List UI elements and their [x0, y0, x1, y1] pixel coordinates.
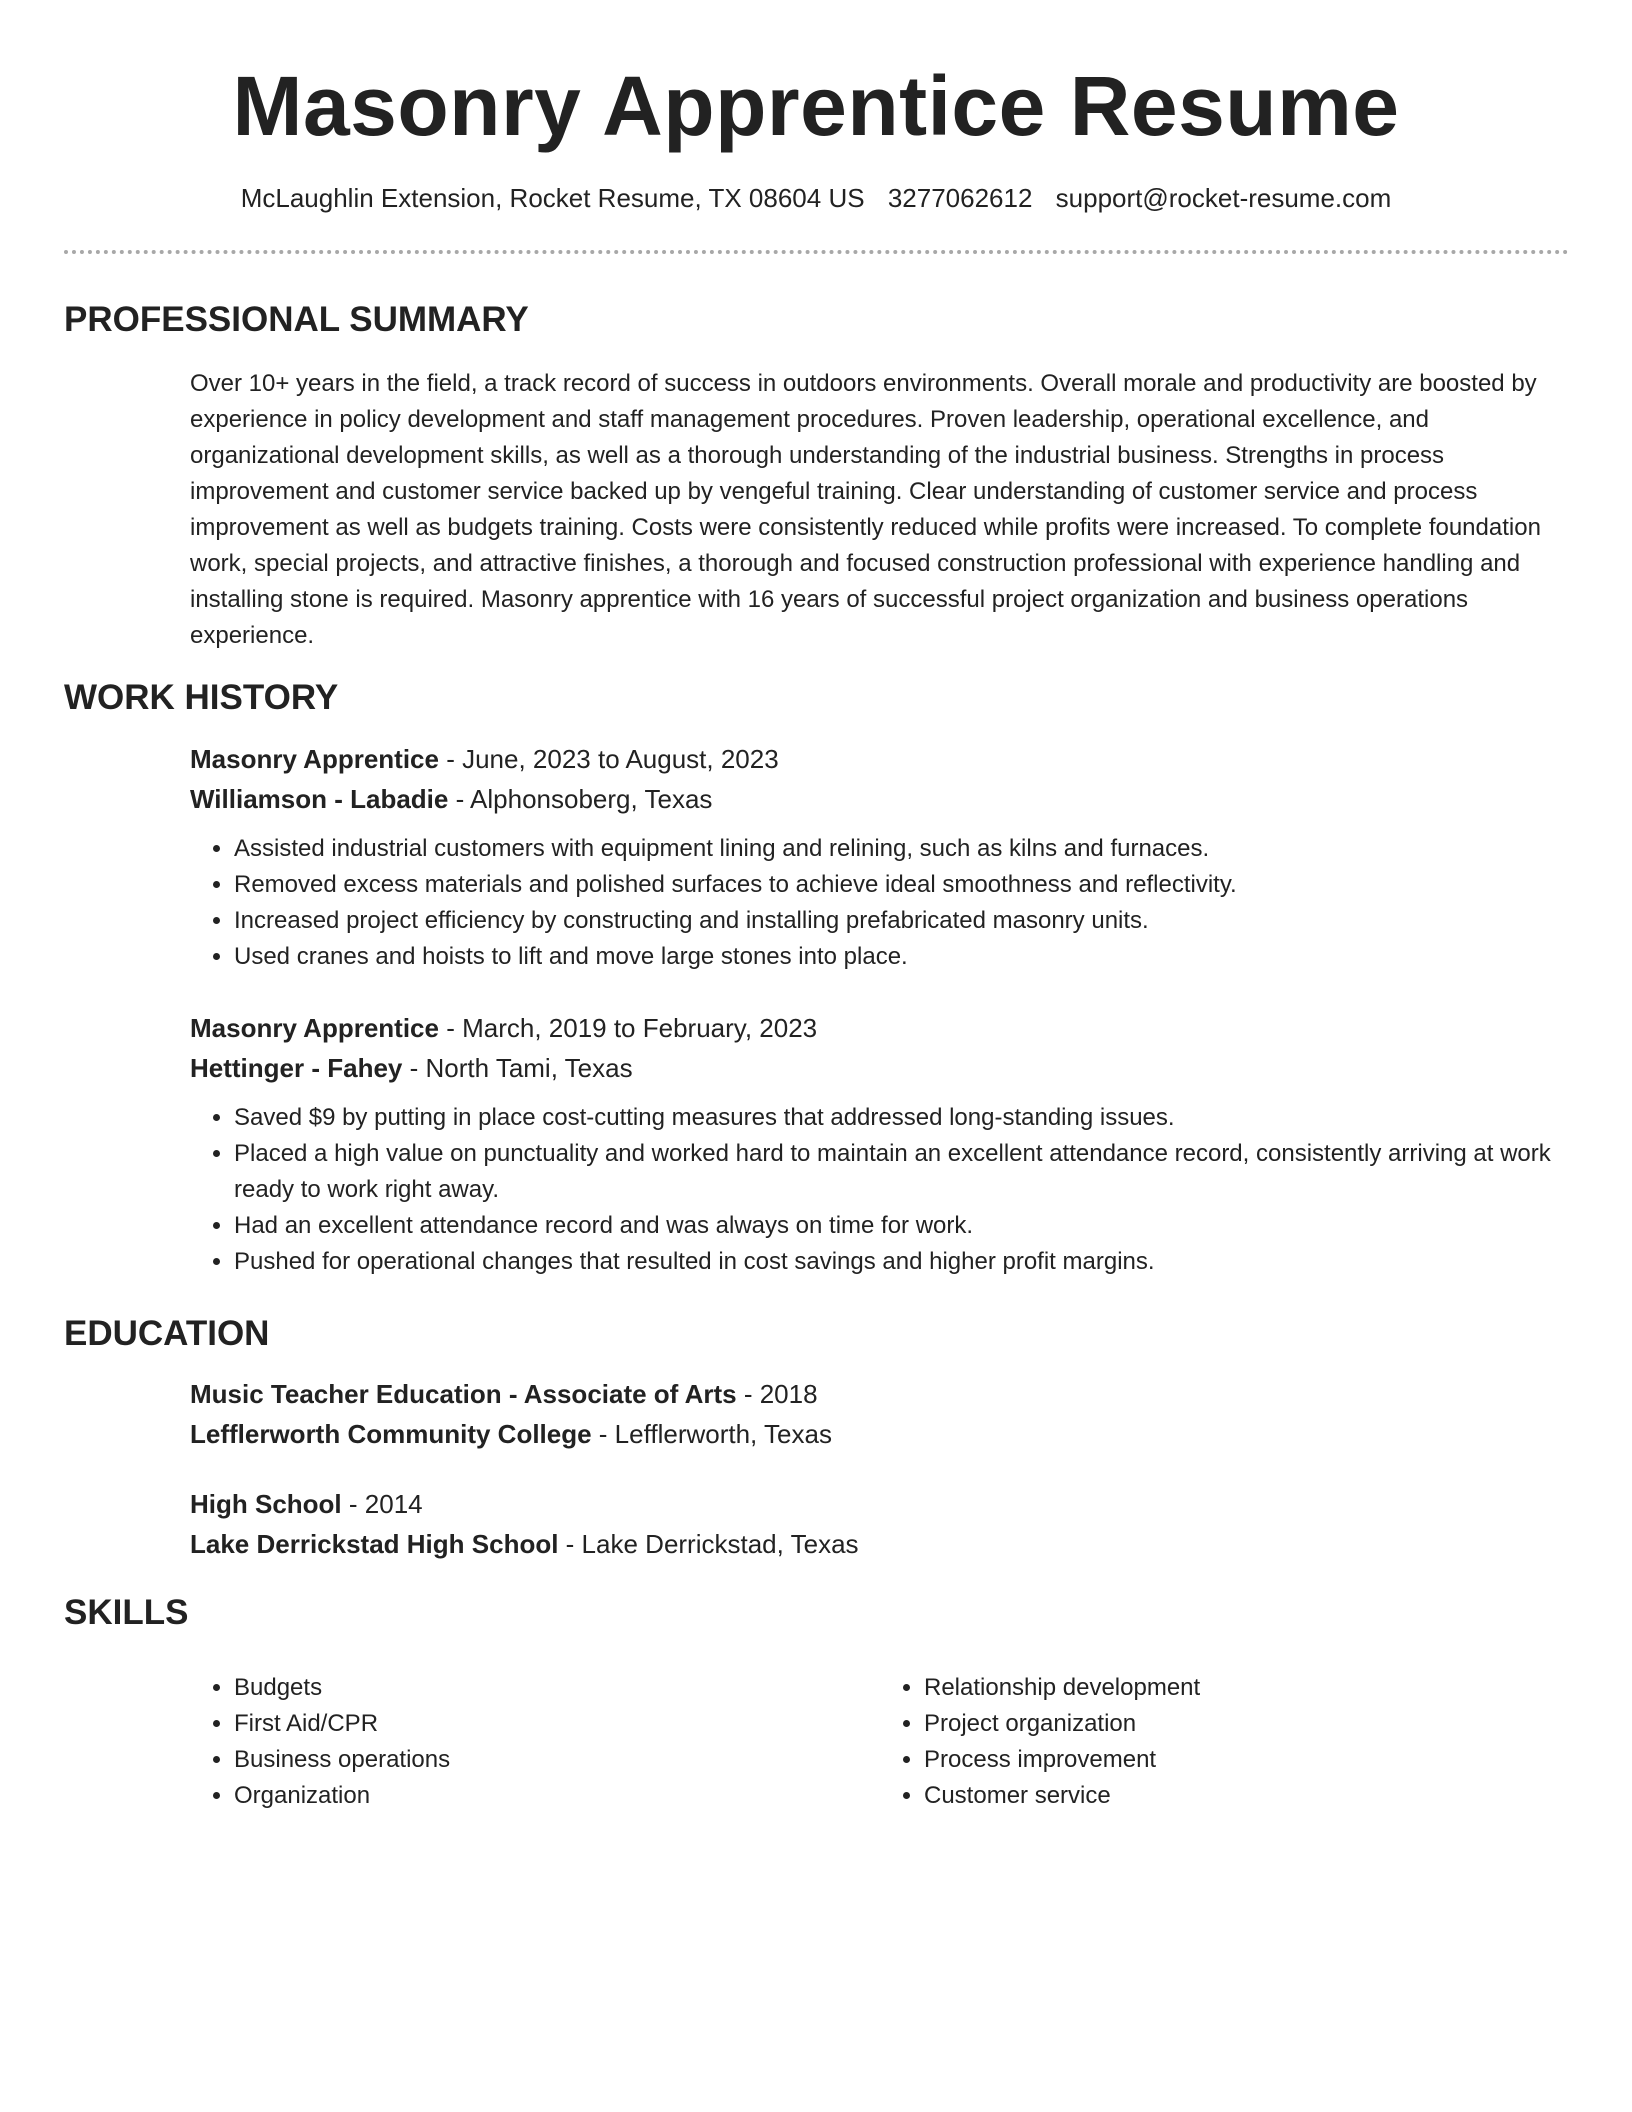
education-degree: High School	[190, 1489, 342, 1519]
job-company-line	[190, 1048, 1570, 1088]
education-year: - 2018	[736, 1379, 818, 1409]
summary-heading: PROFESSIONAL SUMMARY	[64, 300, 529, 339]
education-school-line	[190, 1524, 1570, 1564]
job-dates: - June, 2023 to August, 2023	[438, 744, 779, 774]
job-entry-2	[190, 1008, 1570, 1280]
contact-phone: 3277062612	[887, 183, 1033, 213]
job-dates: - March, 2019 to February, 2023	[438, 1013, 818, 1043]
job-title: Masonry Apprentice	[190, 1013, 439, 1043]
list-item: • Organization	[234, 1778, 880, 1814]
job-company: Hettinger - Fahey	[190, 1053, 403, 1083]
job-company-line	[190, 779, 1570, 819]
list-item: • Business operations	[234, 1742, 880, 1778]
education-location: - Lefflerworth, Texas	[591, 1419, 832, 1449]
summary-text: Over 10+ years in the field, a track record of success in outdoors environments. Overall morale and productivity are boosted by experience in policy development and staff management procedures. Proven leadership, operational excellence, and organizational development skills, as well as a thorough understanding of the industrial business. Strengths in process improvement and customer service backed up by vengeful training. Clear understanding of customer service and process improvement as well as budgets training. Costs were consistently reduced while profits were increased. To complete foundation work, special projects, and attractive finishes, a thorough and focused construction professional with experience handling and installing stone is required. Masonry apprentice with 16 years of successful project organization and business operations experience.	[190, 370, 1541, 649]
list-item: • Increased project efficiency by constructing and installing prefabricated masonry units.	[234, 903, 1570, 939]
list-item: • Budgets	[234, 1670, 880, 1706]
list-item: • Placed a high value on punctuality and worked hard to maintain an excellent attendance record, consistently arriving at work ready to work right away.	[234, 1136, 1570, 1208]
job-title-line	[190, 1008, 1570, 1048]
list-item: • First Aid/CPR	[234, 1706, 880, 1742]
list-item: • Used cranes and hoists to lift and move large stones into place.	[234, 939, 1570, 975]
list-item: • Had an excellent attendance record and was always on time for work.	[234, 1208, 1570, 1244]
education-heading: EDUCATION	[64, 1314, 270, 1353]
education-year: - 2014	[341, 1489, 423, 1519]
job-location: - North Tami, Texas	[402, 1053, 633, 1083]
skills-column-left	[190, 1670, 880, 1814]
job-entry-1	[190, 739, 1570, 975]
list-item: • Removed excess materials and polished surfaces to achieve ideal smoothness and reflectivity.	[234, 867, 1570, 903]
education-degree: Music Teacher Education - Associate of Arts	[190, 1379, 737, 1409]
education-entry-1	[190, 1374, 1570, 1454]
contact-address: McLaughlin Extension, Rocket Resume, TX 08604 US	[240, 183, 865, 213]
header-divider	[64, 250, 1569, 254]
list-item: • Saved $9 by putting in place cost-cutting measures that addressed long-standing issues.	[234, 1100, 1570, 1136]
education-degree-line	[190, 1374, 1570, 1414]
list-item: • Project organization	[924, 1706, 1570, 1742]
list-item: • Customer service	[924, 1778, 1570, 1814]
education-location: - Lake Derrickstad, Texas	[558, 1529, 859, 1559]
education-entry-2	[190, 1484, 1570, 1564]
contact-email: support@rocket-resume.com	[1055, 183, 1392, 213]
list-item: • Assisted industrial customers with equipment lining and relining, such as kilns and furnaces.	[234, 831, 1570, 867]
skills-column-right	[880, 1670, 1570, 1814]
education-school: Lake Derrickstad High School	[190, 1529, 559, 1559]
job-location: - Alphonsoberg, Texas	[448, 784, 713, 814]
skills-heading: SKILLS	[64, 1593, 189, 1632]
skills-list	[190, 1670, 1570, 1814]
job-company: Williamson - Labadie	[190, 784, 449, 814]
list-item: • Pushed for operational changes that resulted in cost savings and higher profit margins.	[234, 1244, 1570, 1280]
job-bullets	[190, 1100, 1570, 1280]
education-degree-line	[190, 1484, 1570, 1524]
job-title-line	[190, 739, 1570, 779]
list-item: • Process improvement	[924, 1742, 1570, 1778]
job-bullets	[190, 831, 1570, 975]
contact-line	[0, 180, 1632, 216]
education-school: Lefflerworth Community College	[190, 1419, 592, 1449]
work-history-heading: WORK HISTORY	[64, 678, 339, 717]
education-school-line	[190, 1414, 1570, 1454]
resume-title: Masonry Apprentice Resume	[232, 59, 1400, 153]
job-title: Masonry Apprentice	[190, 744, 439, 774]
list-item: • Relationship development	[924, 1670, 1570, 1706]
